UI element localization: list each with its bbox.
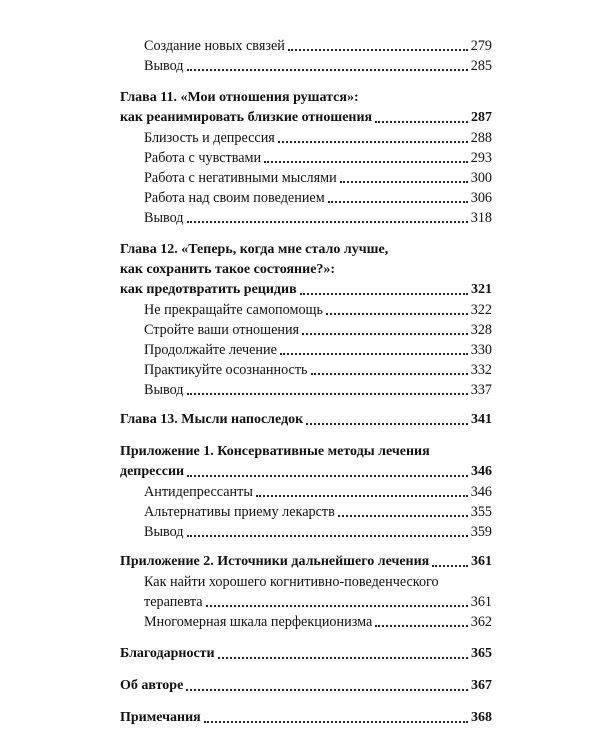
toc-entry-label: Многомерная шкала перфекционизма [144, 614, 373, 630]
leader-dots [302, 332, 468, 335]
toc-entry-page: 330 [470, 342, 492, 358]
toc-entry [120, 188, 492, 208]
toc-entry-label: Вывод [144, 382, 184, 398]
leader-dots [218, 656, 468, 659]
chapter-13-page: 341 [471, 412, 492, 427]
chapter-12-title-line2: как сохранить такое состояние?»: [120, 262, 336, 277]
toc-entry-label: Работа над своим поведением [144, 190, 325, 206]
toc-entry-label: Вывод [144, 210, 184, 226]
toc-entry-page: 322 [470, 302, 492, 318]
toc-entry [120, 522, 492, 542]
appendix-1-subtitle: депрессии [120, 464, 185, 479]
leader-dots [375, 624, 467, 627]
toc-entry-page: 285 [470, 58, 492, 74]
author-page: 367 [471, 678, 492, 693]
leader-dots [187, 392, 468, 395]
leader-dots [375, 120, 468, 123]
toc-entry [120, 482, 492, 502]
toc-entry-label: Создание новых связей [144, 38, 285, 54]
leader-dots [340, 180, 468, 183]
leader-dots [187, 68, 468, 71]
toc-entry [120, 592, 492, 612]
leader-dots [204, 720, 468, 723]
toc-entry [120, 168, 492, 188]
toc-entry-page: 306 [470, 190, 492, 206]
toc-entry [120, 320, 492, 340]
chapter-11-subtitle: как реанимировать близкие отношения [120, 110, 373, 125]
toc-entry-page: 318 [470, 210, 492, 226]
toc-entry [120, 56, 492, 76]
leader-dots [264, 160, 468, 163]
leader-dots [311, 372, 468, 375]
leader-dots [300, 292, 468, 295]
appendix-2-entry [120, 552, 492, 572]
toc-entry-line1 [120, 572, 492, 592]
author-label: Об авторе [120, 678, 184, 693]
toc-entry-label: терапевта [144, 594, 203, 610]
toc-entry-label: Не прекращайте самопомощь [144, 302, 323, 318]
toc-entry-page: 279 [470, 38, 492, 54]
toc-entry-label: Антидепрессанты [144, 484, 253, 500]
leader-dots [187, 474, 468, 477]
toc-entry-page: 355 [470, 504, 492, 520]
thanks-label: Благодарности [120, 646, 215, 661]
leader-dots [206, 604, 468, 607]
leader-dots [187, 220, 468, 223]
appendix-2-page: 361 [471, 554, 492, 569]
leader-dots [187, 534, 468, 537]
chapter-12-subtitle: как предотвратить рецидив [120, 282, 297, 297]
toc-entry-page: 328 [470, 322, 492, 338]
toc-entry [120, 208, 492, 228]
leader-dots [288, 48, 468, 51]
toc-entry-label: Стройте ваши отношения [144, 322, 300, 338]
thanks-page: 365 [471, 646, 492, 661]
notes-page: 368 [471, 710, 492, 725]
leader-dots [280, 352, 468, 355]
toc-entry-label: Вывод [144, 524, 184, 540]
toc-entry-page: 361 [470, 594, 492, 610]
appendix-1-page: 346 [471, 464, 492, 479]
toc-entry-label: Альтернативы приему лекарств [144, 504, 335, 520]
leader-dots [256, 494, 468, 497]
toc-entry [120, 36, 492, 56]
leader-dots [328, 200, 468, 203]
chapter-11-entry [120, 108, 492, 128]
chapter-12-entry [120, 280, 492, 300]
notes-entry [120, 708, 492, 728]
toc-entry-page: 300 [470, 170, 492, 186]
chapter-11-title: Глава 11. «Мои отношения рушатся»: [120, 90, 359, 105]
leader-dots [338, 514, 468, 517]
toc-entry [120, 380, 492, 400]
toc-entry-page: 337 [470, 382, 492, 398]
toc-entry-page: 359 [470, 524, 492, 540]
chapter-13-title: Глава 13. Мысли напоследок [120, 412, 304, 427]
toc-entry-label: Вывод [144, 58, 184, 74]
toc-entry [120, 340, 492, 360]
toc-entry-page: 332 [470, 362, 492, 378]
author-entry [120, 676, 492, 696]
appendix-2-title: Приложение 2. Источники дальнейшего лечения [120, 554, 430, 569]
toc-entry-label: Практикуйте осознанность [144, 362, 308, 378]
toc-entry-page: 288 [470, 130, 492, 146]
leader-dots [186, 688, 468, 691]
chapter-11-page: 287 [471, 110, 492, 125]
leader-dots [306, 422, 468, 425]
appendix-1-title: Приложение 1. Консервативные методы лечения [120, 444, 430, 459]
chapter-12-title: Глава 12. «Теперь, когда мне стало лучше, [120, 242, 389, 257]
toc-entry [120, 502, 492, 522]
thanks-entry [120, 644, 492, 664]
leader-dots [278, 140, 468, 143]
toc-entry-page: 362 [470, 614, 492, 630]
toc-entry-label: Работа с негативными мыслями [144, 170, 337, 186]
leader-dots [432, 564, 468, 567]
toc-entry-page: 293 [470, 150, 492, 166]
toc-entry-label: Продолжайте лечение [144, 342, 277, 358]
leader-dots [326, 312, 468, 315]
toc-entry-label: Работа с чувствами [144, 150, 262, 166]
appendix-1-entry [120, 462, 492, 482]
toc-entry [120, 612, 492, 632]
toc-entry [120, 300, 492, 320]
table-of-contents [120, 36, 492, 728]
toc-entry-page: 346 [470, 484, 492, 500]
toc-entry-label: Как найти хорошего когнитивно-поведенческого [144, 574, 439, 590]
chapter-12-page: 321 [471, 282, 492, 297]
toc-entry [120, 128, 492, 148]
toc-entry [120, 148, 492, 168]
chapter-13-entry [120, 410, 492, 430]
toc-entry [120, 360, 492, 380]
notes-label: Примечания [120, 710, 201, 725]
toc-entry-label: Близость и депрессия [144, 130, 275, 146]
